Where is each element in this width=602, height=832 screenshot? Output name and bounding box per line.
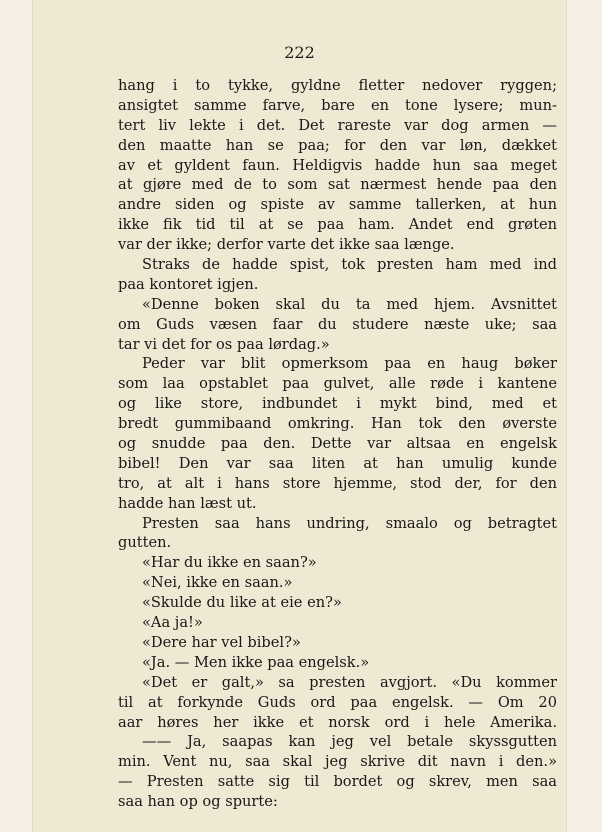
text-line: av et gyldent faun. Heldigvis hadde hun saa meget <box>118 156 557 174</box>
text-line: bibel! Den var saa liten at han umulig kunde <box>118 454 557 472</box>
text-line: aar høres her ikke et norsk ord i hele Amerika. <box>118 713 557 731</box>
text-line: —— Ja, saapas kan jeg vel betale skyssgutten <box>142 733 557 751</box>
text-line: hadde han læst ut. <box>118 494 257 512</box>
page-number: 222 <box>284 43 315 62</box>
text-line: saa han op og spurte: <box>118 793 278 811</box>
text-line: bredt gummibaand omkring. Han tok den øverste <box>118 415 557 433</box>
text-line: tar vi det for os paa lørdag.» <box>118 335 330 353</box>
text-line: ansigtet samme farve, bare en tone lysere; mun- <box>118 96 557 114</box>
text-line: og snudde paa den. Dette var altsaa en engelsk <box>118 435 557 453</box>
text-line: Peder var blit opmerksom paa en haug bøker <box>142 355 557 373</box>
text-line: tro, at alt i hans store hjemme, stod der, for den <box>118 474 557 492</box>
text-line: «Denne boken skal du ta med hjem. Avsnittet <box>142 295 557 313</box>
text-line: andre siden og spiste av samme tallerken, at hun <box>118 196 557 214</box>
text-line: «Aa ja!» <box>142 614 203 632</box>
text-line: til at forkynde Guds ord paa engelsk. — Om 20 <box>118 693 557 711</box>
text-line: var der ikke; derfor varte det ikke saa længe. <box>118 236 455 254</box>
text-line: at gjøre med de to som sat nærmest hende paa den <box>118 176 557 194</box>
text-line: gutten. <box>118 534 172 552</box>
text-line: «Skulde du like at eie en?» <box>142 594 342 612</box>
text-line: «Dere har vel bibel?» <box>142 633 301 651</box>
text-line: som laa opstablet paa gulvet, alle røde i kantene <box>118 375 557 393</box>
text-line: hang i to tykke, gyldne fletter nedover ryggen; <box>118 77 557 94</box>
text-line: «Ja. — Men ikke paa engelsk.» <box>142 653 370 671</box>
text-line: min. Vent nu, saa skal jeg skrive dit navn i den.» <box>118 753 557 771</box>
book-page <box>33 0 566 832</box>
text-line: Straks de hadde spist, tok presten ham med ind <box>142 256 557 274</box>
text-line: paa kontoret igjen. <box>118 275 259 293</box>
text-line: og like store, indbundet i mykt bind, med et <box>118 395 557 413</box>
body-text <box>118 76 557 812</box>
text-line: «Det er galt,» sa presten avgjort. «Du kommer <box>142 673 557 691</box>
text-line: tert liv lekte i det. Det rareste var dog armen — <box>118 116 557 134</box>
text-line: «Nei, ikke en saan.» <box>142 574 293 592</box>
text-line: om Guds væsen faar du studere næste uke; saa <box>118 315 557 333</box>
text-line: ikke fik tid til at se paa ham. Andet end grøten <box>118 216 557 234</box>
text-line: «Har du ikke en saan?» <box>142 554 317 572</box>
text-line: Presten saa hans undring, smaalo og betragtet <box>142 514 557 532</box>
text-line: den maatte han se paa; for den var løn, dækket <box>118 136 557 154</box>
text-line: — Presten satte sig til bordet og skrev, men saa <box>118 773 557 791</box>
